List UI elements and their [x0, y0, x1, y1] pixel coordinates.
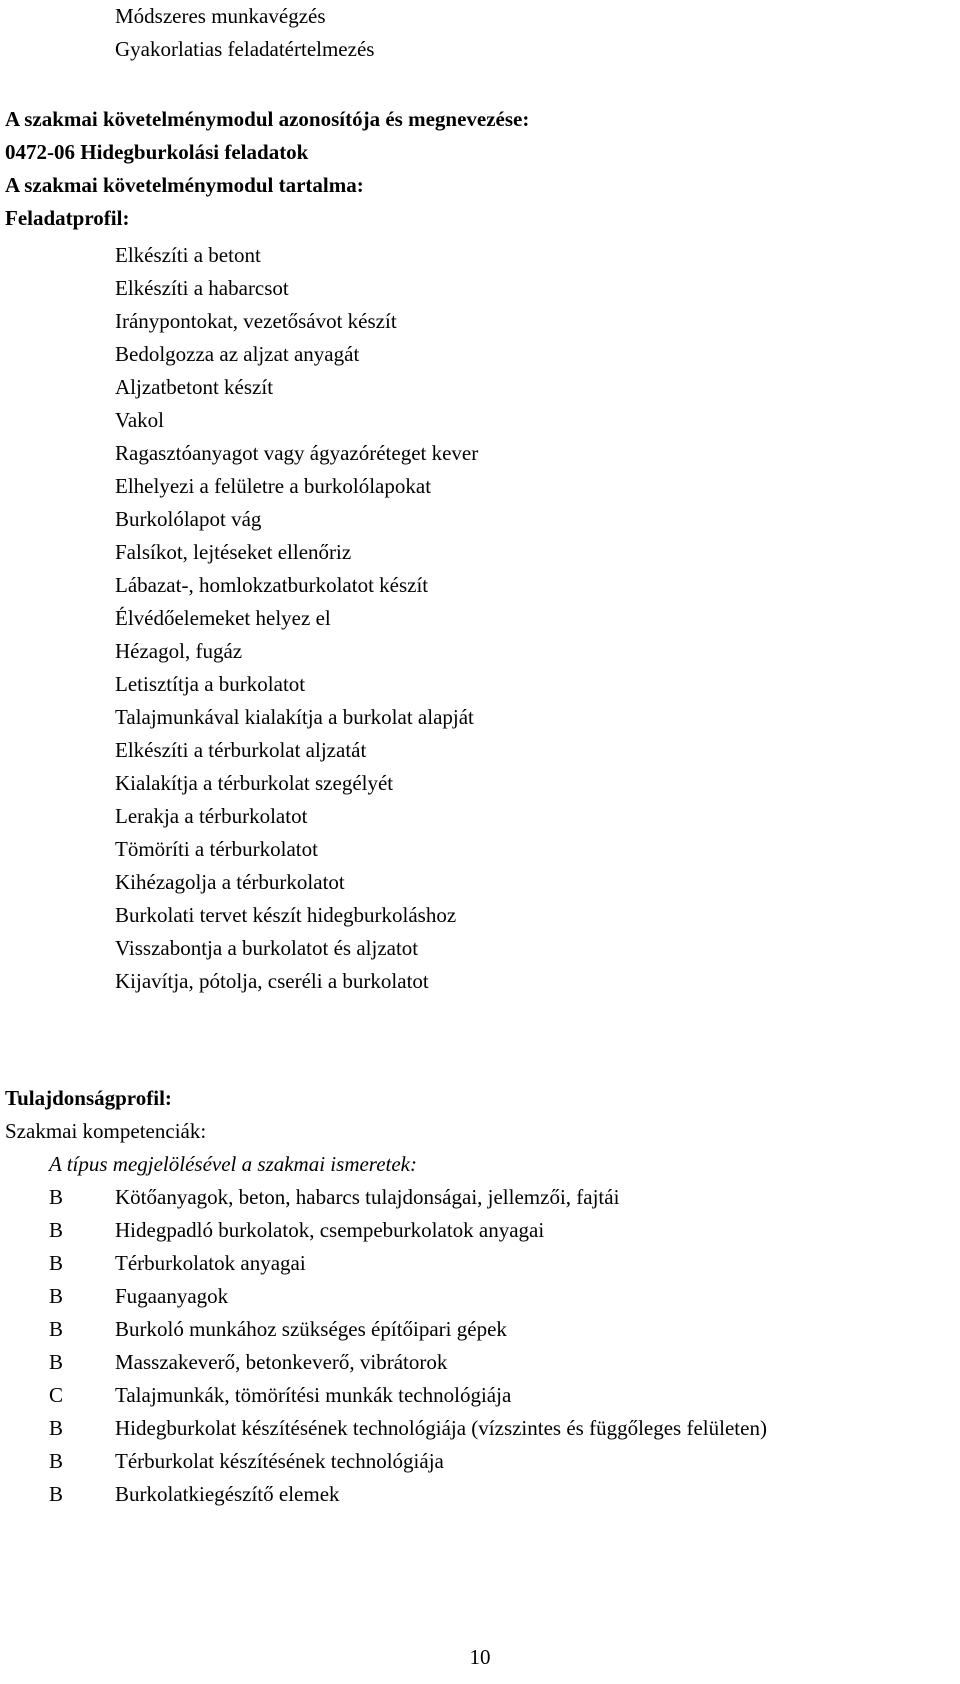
- competence-level: B: [49, 1350, 64, 1374]
- task-item: Elkészíti a habarcsot: [115, 276, 289, 300]
- knowledge-heading: A típus megjelölésével a szakmai ismeretek:: [49, 1152, 417, 1176]
- task-item: Hézagol, fugáz: [115, 639, 243, 663]
- task-item: Kihézagolja a térburkolatot: [115, 870, 345, 894]
- task-item: Aljzatbetont készít: [115, 375, 274, 399]
- competence-level: C: [49, 1383, 64, 1407]
- competence-item: [0, 1478, 960, 1511]
- task-item: Elkészíti a betont: [115, 243, 261, 267]
- competence-item: [0, 1214, 960, 1247]
- competence-level: B: [49, 1185, 64, 1209]
- task-item: Visszabontja a burkolatot és aljzatot: [115, 936, 419, 960]
- competence-item: [0, 1313, 960, 1346]
- competence-list: [0, 1181, 960, 1511]
- task-item: Lábazat-, homlokzatburkolatot készít: [115, 573, 429, 597]
- property-profile-heading: Tulajdonságprofil:: [5, 1086, 172, 1110]
- task-item: Iránypontokat, vezetősávot készít: [115, 309, 397, 333]
- competence-text: Térburkolatok anyagai: [115, 1251, 306, 1275]
- task-item: Kialakítja a térburkolat szegélyét: [115, 771, 394, 795]
- competence-level: B: [49, 1218, 64, 1242]
- competence-item: [0, 1445, 960, 1478]
- task-item: Kijavítja, pótolja, cseréli a burkolatot: [115, 969, 429, 993]
- task-item: Elhelyezi a felületre a burkolólapokat: [115, 474, 432, 498]
- competence-text: Burkoló munkához szükséges építőipari gépek: [115, 1317, 507, 1341]
- task-item: Letisztítja a burkolatot: [115, 672, 306, 696]
- competence-level: B: [49, 1416, 64, 1440]
- competence-text: Burkolatkiegészítő elemek: [115, 1482, 340, 1506]
- task-item: Élvédőelemeket helyez el: [115, 606, 331, 630]
- competence-item: [0, 1247, 960, 1280]
- task-list: [0, 239, 960, 998]
- top-lines: [0, 0, 960, 66]
- competence-level: B: [49, 1317, 64, 1341]
- task-item: Falsíkot, lejtéseket ellenőriz: [115, 540, 352, 564]
- competence-item: [0, 1412, 960, 1445]
- property-profile: [0, 1082, 960, 1511]
- module-content-heading: A szakmai követelménymodul tartalma:: [5, 173, 364, 197]
- task-profile-heading: Feladatprofil:: [5, 206, 130, 230]
- task-item: Lerakja a térburkolatot: [115, 804, 308, 828]
- competence-level: B: [49, 1482, 64, 1506]
- module-id-value: 0472-06 Hidegburkolási feladatok: [5, 140, 309, 164]
- competence-item: [0, 1181, 960, 1214]
- module-header: [0, 103, 960, 235]
- task-item: Talajmunkával kialakítja a burkolat alapját: [115, 705, 474, 729]
- competence-text: Fugaanyagok: [115, 1284, 229, 1308]
- competence-text: Hidegpadló burkolatok, csempeburkolatok anyagai: [115, 1218, 545, 1242]
- competence-text: Masszakeverő, betonkeverő, vibrátorok: [115, 1350, 448, 1374]
- task-item: Tömöríti a térburkolatot: [115, 837, 318, 861]
- task-item: Ragasztóanyagot vagy ágyazóréteget kever: [115, 441, 479, 465]
- task-item: Bedolgozza az aljzat anyagát: [115, 342, 360, 366]
- competence-heading: Szakmai kompetenciák:: [5, 1119, 207, 1143]
- competence-level: B: [49, 1251, 64, 1275]
- task-item: Burkolólapot vág: [115, 507, 262, 531]
- competence-text: Kötőanyagok, beton, habarcs tulajdonságai, jellemzői, fajtái: [115, 1185, 620, 1209]
- competence-text: Térburkolat készítésének technológiája: [115, 1449, 444, 1473]
- top-line-methodical-work: Módszeres munkavégzés: [115, 4, 326, 28]
- module-id-heading: A szakmai követelménymodul azonosítója és megnevezése:: [5, 107, 530, 131]
- task-item: Burkolati tervet készít hidegburkoláshoz: [115, 903, 457, 927]
- task-item: Elkészíti a térburkolat aljzatát: [115, 738, 367, 762]
- competence-text: Talajmunkák, tömörítési munkák technológiája: [115, 1383, 512, 1407]
- task-item: Vakol: [115, 408, 164, 432]
- competence-level: B: [49, 1449, 64, 1473]
- competence-item: [0, 1346, 960, 1379]
- competence-item: [0, 1280, 960, 1313]
- top-line-practical-interpretation: Gyakorlatias feladatértelmezés: [115, 37, 375, 61]
- page-number: 10: [469, 1645, 491, 1669]
- competence-text: Hidegburkolat készítésének technológiája (vízszintes és függőleges felületen): [115, 1416, 767, 1440]
- competence-level: B: [49, 1284, 64, 1308]
- competence-item: [0, 1379, 960, 1412]
